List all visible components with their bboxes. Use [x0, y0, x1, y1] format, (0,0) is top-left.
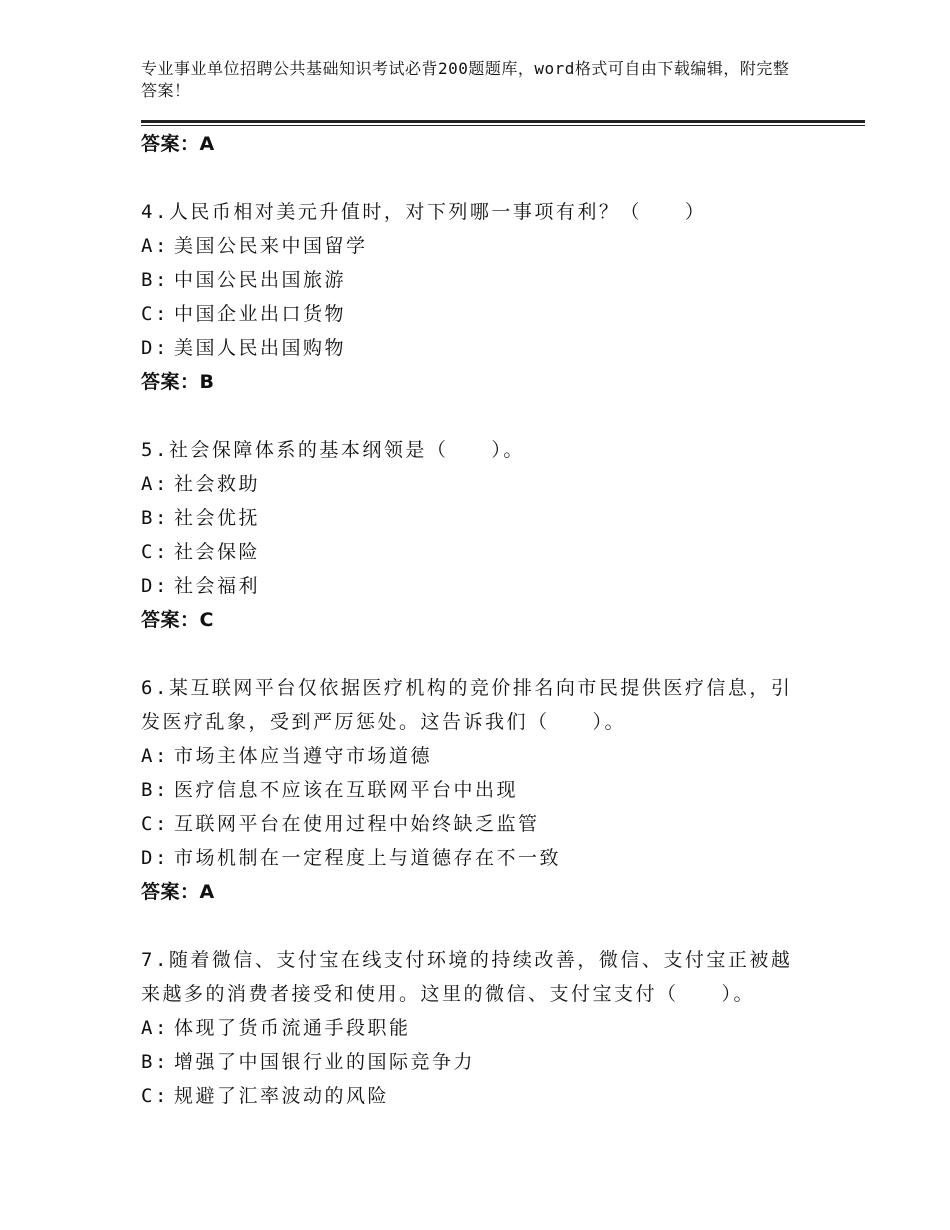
document-header: 专业事业单位招聘公共基础知识考试必背200题题库，word格式可自由下载编辑，附完整答案！	[141, 59, 790, 100]
option-letter: C:	[141, 541, 169, 563]
option-text: 美国公民来中国留学	[174, 235, 368, 257]
option-text: 互联网平台在使用过程中始终缺乏监管	[174, 813, 540, 835]
option-letter: B:	[141, 507, 169, 529]
option-text: 美国人民出国购物	[174, 337, 347, 359]
option-text: 体现了货币流通手段职能	[174, 1017, 411, 1039]
option-d	[141, 841, 841, 875]
option-letter: D:	[141, 337, 169, 359]
option-d	[141, 331, 841, 365]
question-4	[141, 195, 841, 399]
option-letter: A:	[141, 473, 169, 495]
option-text: 社会救助	[174, 473, 261, 495]
option-a	[141, 739, 841, 773]
option-letter: A:	[141, 745, 169, 767]
option-text: 社会保险	[174, 541, 261, 563]
question-stem: 4.人民币相对美元升值时，对下列哪一事项有利？（ ）	[141, 201, 707, 223]
option-text: 医疗信息不应该在互联网平台中出现	[174, 779, 519, 801]
option-a	[141, 467, 841, 501]
option-text: 社会福利	[174, 575, 261, 597]
option-c	[141, 1079, 841, 1113]
answer-line: 答案：B	[141, 371, 215, 393]
option-c	[141, 297, 841, 331]
option-b	[141, 501, 841, 535]
option-letter: B:	[141, 269, 169, 291]
option-text: 市场主体应当遵守市场道德	[174, 745, 433, 767]
option-text: 中国公民出国旅游	[174, 269, 347, 291]
option-text: 增强了中国银行业的国际竞争力	[174, 1051, 476, 1073]
option-c	[141, 535, 841, 569]
option-letter: D:	[141, 847, 169, 869]
answer-line: 答案：A	[141, 133, 215, 155]
question-6	[141, 671, 841, 909]
option-a	[141, 229, 841, 263]
option-d	[141, 569, 841, 603]
option-letter: B:	[141, 1051, 169, 1073]
option-b	[141, 263, 841, 297]
option-b	[141, 1045, 841, 1079]
question-7	[141, 943, 841, 1113]
option-a	[141, 1011, 841, 1045]
answer-line: 答案：C	[141, 609, 214, 631]
question-stem: 5.社会保障体系的基本纲领是（ ）。	[141, 439, 525, 461]
option-letter: C:	[141, 813, 169, 835]
option-letter: D:	[141, 575, 169, 597]
option-letter: A:	[141, 1017, 169, 1039]
option-c	[141, 807, 841, 841]
header-divider-thick	[141, 120, 865, 123]
question-list	[141, 127, 841, 1113]
header-divider-thin	[141, 125, 865, 126]
option-letter: B:	[141, 779, 169, 801]
option-text: 社会优抚	[174, 507, 261, 529]
option-b	[141, 773, 841, 807]
question-stem: 7.随着微信、支付宝在线支付环境的持续改善，微信、支付宝正被越来越多的消费者接受和使用。这里的微信、支付宝支付（ ）。	[141, 949, 793, 1005]
option-text: 市场机制在一定程度上与道德存在不一致	[174, 847, 562, 869]
option-letter: C:	[141, 1085, 169, 1107]
option-letter: A:	[141, 235, 169, 257]
answer-line: 答案：A	[141, 881, 215, 903]
option-letter: C:	[141, 303, 169, 325]
question-stem: 6.某互联网平台仅依据医疗机构的竞价排名向市民提供医疗信息，引发医疗乱象，受到严厉惩处。这告诉我们（ ）。	[141, 677, 793, 733]
option-text: 规避了汇率波动的风险	[174, 1085, 390, 1107]
option-text: 中国企业出口货物	[174, 303, 347, 325]
question-5	[141, 433, 841, 637]
